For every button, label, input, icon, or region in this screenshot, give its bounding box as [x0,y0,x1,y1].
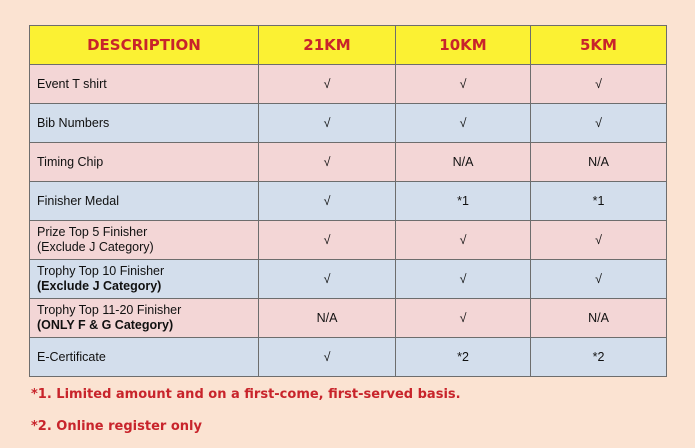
value-5km: N/A [531,143,667,182]
table-row [30,182,667,221]
value-21km: √ [259,104,396,143]
table-row [30,65,667,104]
row-description [30,65,259,104]
header-21km: 21KM [259,26,396,65]
value-21km: N/A [259,299,396,338]
value-10km: √ [396,104,531,143]
description-line-1: Trophy Top 11-20 Finisher [37,303,182,317]
value-5km: N/A [531,299,667,338]
row-description [30,182,259,221]
table-row [30,143,667,182]
description-line-1: Prize Top 5 Finisher [37,225,148,239]
value-21km: √ [259,143,396,182]
header-10km: 10KM [396,26,531,65]
description-line-2: (ONLY F & G Category) [37,318,174,332]
description-line-1: Event T shirt [37,76,107,91]
value-21km: √ [259,65,396,104]
row-description [30,260,259,299]
description-line-2: (Exclude J Category) [37,240,154,254]
value-5km: √ [531,65,667,104]
description-line-1: Trophy Top 10 Finisher [37,264,165,278]
description-line-1: E-Certificate [37,349,106,364]
header-row [30,26,667,65]
description-line-1: Bib Numbers [37,115,110,130]
footnote-1: *1. Limited amount and on a first-come, first-served basis. [31,387,461,402]
description-line-1: Timing Chip [37,154,104,169]
table-row [30,299,667,338]
value-21km: √ [259,260,396,299]
value-10km: √ [396,65,531,104]
row-description [30,143,259,182]
value-10km: *2 [396,338,531,377]
description-line-2: (Exclude J Category) [37,279,162,293]
value-5km: √ [531,221,667,260]
value-10km: √ [396,299,531,338]
row-description [30,299,259,338]
header-description: DESCRIPTION [30,26,259,65]
value-5km: √ [531,260,667,299]
row-description [30,221,259,260]
value-5km: √ [531,104,667,143]
row-description [30,104,259,143]
header-5km: 5KM [531,26,667,65]
value-10km: N/A [396,143,531,182]
footnote-2: *2. Online register only [31,419,202,434]
table-row [30,221,667,260]
description-line-1: Finisher Medal [37,193,119,208]
value-10km: *1 [396,182,531,221]
benefits-table-container [29,25,666,377]
value-21km: √ [259,182,396,221]
value-10km: √ [396,260,531,299]
value-5km: *1 [531,182,667,221]
value-21km: √ [259,338,396,377]
table-row [30,338,667,377]
value-5km: *2 [531,338,667,377]
table-row [30,104,667,143]
table-body [30,65,667,377]
table-row [30,260,667,299]
benefits-table [29,25,667,377]
value-21km: √ [259,221,396,260]
row-description [30,338,259,377]
value-10km: √ [396,221,531,260]
